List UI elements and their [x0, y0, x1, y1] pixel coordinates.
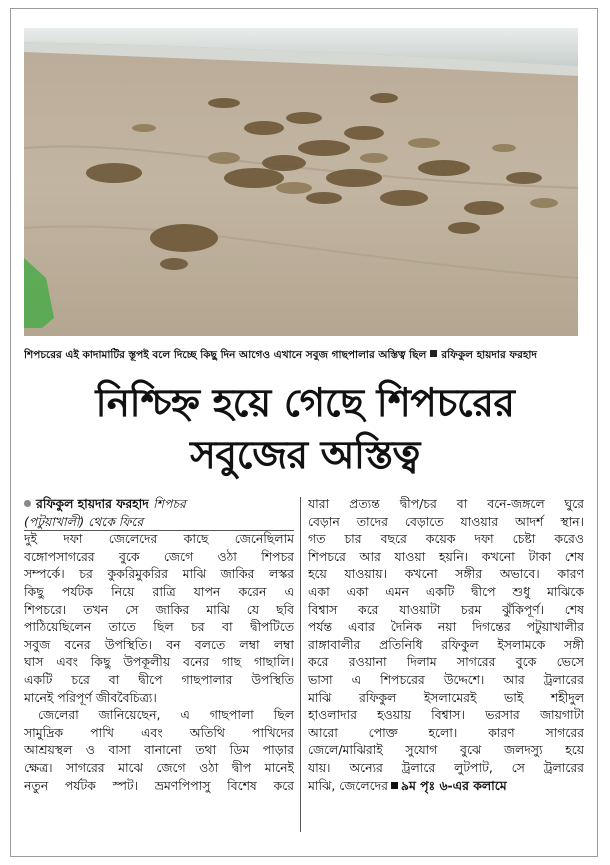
article-line: বঙ্গোপসাগরের বুকে জেগে ওঠা শিপচর [24, 548, 294, 564]
byline-bullet-icon [24, 500, 31, 507]
article-line: শিপচরে। তখন সে জাকির মাঝি যে ছবি [24, 601, 294, 617]
caption-text: শিপচরের এই কাদামাটির স্তূপই বলে দিচ্ছে কিছু দিন আগেও এখানে সবুজ গাছপালার অস্তিত্ব ছিল [24, 349, 427, 361]
article-line: মাঝি রফিকুল ইসলামেরই ভাই শহীদুল [308, 689, 584, 705]
byline-place: শিপচর [153, 496, 186, 511]
right-body [308, 495, 584, 794]
continuation-text: ৯ম পৃঃ ৬-এর কলামে [400, 777, 507, 793]
photo-caption [24, 348, 586, 362]
article-line: কিছু পর্যটক নিয়ে রাত্রি যাপন করেন এ [24, 583, 294, 599]
article-line: ঘাস এবং কিছু উপকূলীয় বনের গাছ গাছালি। [24, 654, 294, 670]
article-line: আশ্রয়স্থল ও বাসা বানানো তথা ডিম পাড়ার [24, 742, 294, 758]
article-line: যারা প্রত্যন্ত দ্বীপ/চর বা বনে-জঙ্গলে ঘুরে [308, 496, 584, 511]
article-line: সামুদ্রিক পাখি এবং অতিথি পাখিদের [24, 724, 294, 740]
continuation-note [388, 778, 507, 793]
article-line: জেলেরা জানিয়েছেন, এ গাছপালা ছিল [38, 707, 294, 723]
column-divider [300, 497, 301, 832]
headline [14, 378, 596, 482]
article-line: নতুন পর্যটক স্পট। ভ্রমণপিপাসু বিশেষ করে [24, 777, 294, 793]
headline-line-1: নিশ্চিহ্ন হয়ে গেছে শিপচরের [95, 381, 515, 426]
article-line: ক্ষেত্র। সাগরের মাঝে জেগে ওঠা দ্বীপ মানেই [24, 759, 294, 775]
article-line: সবুজ বনের উপস্থিতি। বন বলতে লম্বা লম্বা [24, 636, 294, 652]
article-line: একা একা এমন একটি দ্বীপে শুধু মাঝিকে [308, 583, 584, 599]
beach-photo [24, 28, 578, 336]
article-line: গত চার বছরে কয়েক দফা চেষ্টা করেও [308, 531, 584, 547]
byline-place-2-text: (পটুয়াখালী) থেকে ফিরে [24, 513, 144, 529]
byline [24, 495, 294, 513]
byline-rule [24, 530, 294, 531]
article-line: দুই দফা জেলেদের কাছে জেনেছিলাম [24, 531, 294, 547]
caption-credit: রফিকুল হায়দার ফরহাদ [441, 349, 537, 361]
article-line: সম্পর্কে। চর কুকরিমুকরির মাঝি জাকির লস্কর [24, 566, 294, 582]
article-line: পাঠিয়েছিলেন তাতে ছিল চর বা দ্বীপটিতে [24, 619, 294, 635]
article-line: রাঙ্গাবালীর প্রতিনিধি রফিকুল ইসলামকে সঙ্গী [308, 636, 584, 652]
article-line: পর্যন্ত এবার দৈনিক নয়া দিগন্তের পটুয়াখালীর [308, 619, 584, 635]
article-line: শিপচরে আর যাওয়া হয়নি। কখনো টাকা শেষ [308, 548, 584, 564]
article-line: ভাসা এ শিপচরের উদ্দেশে। আর ট্রলারের [308, 671, 584, 687]
headline-line-2: সবুজের অস্তিত্ব [190, 433, 420, 478]
article-line: হাওলাদার হওয়ায় বিশ্বাস। ভরসার জায়গাটা [308, 707, 584, 723]
article-line: আরো পোক্ত হলো। কারণ সাগরের [308, 724, 584, 740]
article-line: মানেই পরিপূর্ণ জীববৈচিত্র্য। [24, 689, 157, 705]
article-column-left [24, 495, 294, 794]
left-body [24, 530, 294, 794]
article-column-right [308, 495, 584, 794]
article-line: মাঝি, জেলেদের ৯ম পৃঃ ৬-এর কলামে [308, 777, 507, 793]
article-line: করে রওয়ানা দিলাম সাগরের বুকে ভেসে [308, 654, 584, 670]
article-line: জেলে/মাঝিরাই সুযোগ বুঝে জলদস্যু হয়ে [308, 742, 584, 758]
article-line: বিশ্বাস করে যাওয়াটা চরম ঝুঁকিপূর্ণ। শেষ [308, 601, 584, 617]
article-line: হয়ে যাওয়ায়। কখনো সঙ্গীর অভাবে। কারণ [308, 566, 584, 582]
article-line: বেড়ান তাদের বেড়াতে যাওয়ার আদর্শ স্থান। [308, 513, 584, 529]
byline-author: রফিকুল হায়দার ফরহাদ [36, 496, 149, 511]
continuation-marker-icon [391, 782, 398, 789]
article-line: একটি চরে বা দ্বীপে গাছপালার উপস্থিতি [24, 671, 294, 687]
byline-place-2 [24, 513, 294, 531]
caption-separator [430, 350, 437, 357]
article-line: যায়। অন্যের ট্রলারে লুটপাট, সে ট্রলারের [308, 759, 584, 775]
